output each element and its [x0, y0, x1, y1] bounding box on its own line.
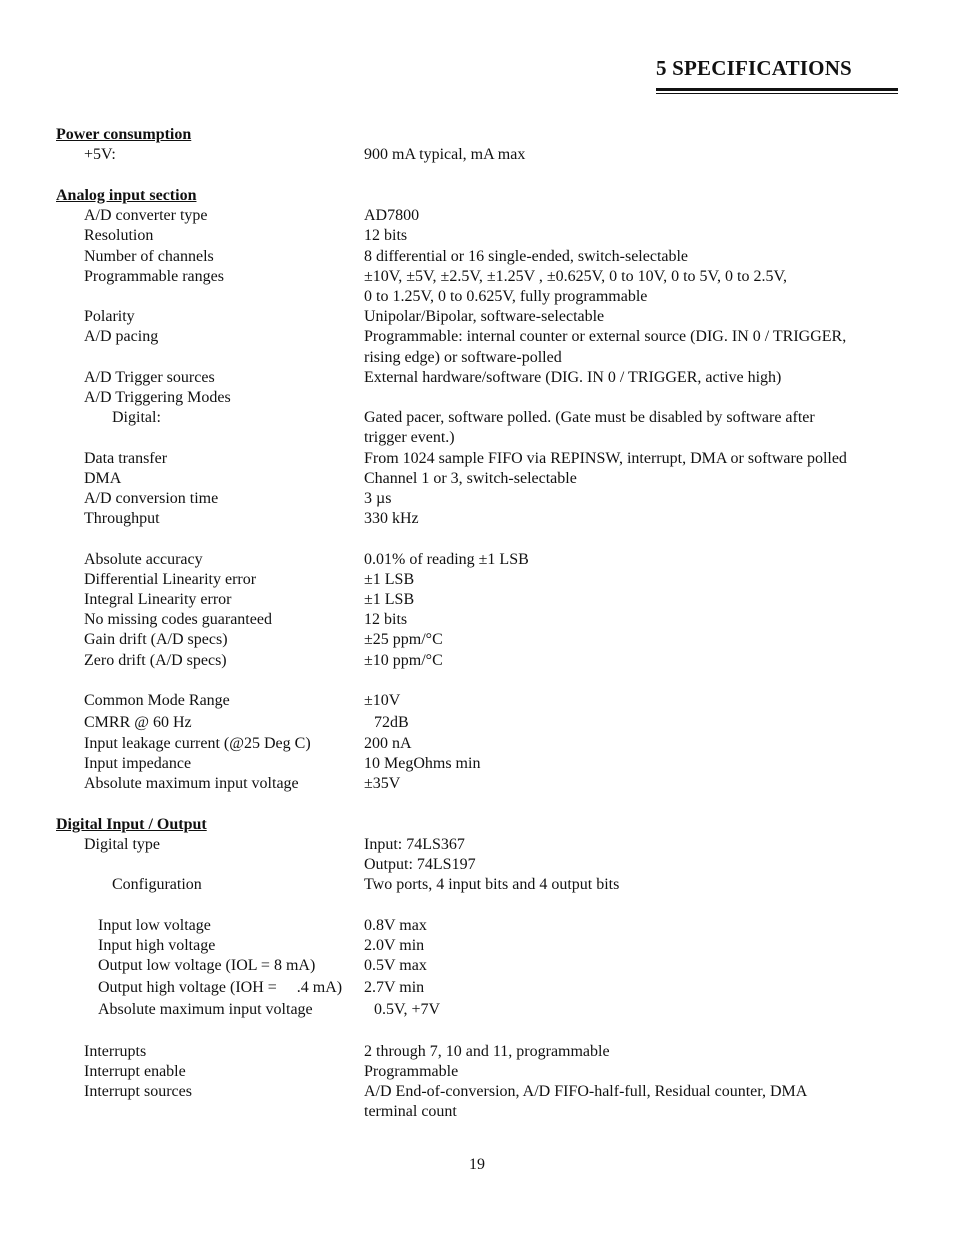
spec-value: 0.5V max — [364, 957, 427, 974]
spec-label: Resolution — [84, 227, 154, 244]
spec-value: Gated pacer, software polled. (Gate must be disabled by software after — [364, 409, 815, 426]
spec-value: 0.8V max — [364, 917, 427, 934]
spec-value: 0.5V, +7V — [374, 1001, 441, 1018]
title-rule-thick — [656, 88, 898, 91]
spec-value: A/D End-of-conversion, A/D FIFO-half-full, Residual counter, DMA — [364, 1083, 808, 1100]
spec-label: Absolute maximum input voltage — [98, 1001, 313, 1018]
digital-heading: Digital Input / Output — [56, 816, 207, 833]
spec-label: Programmable ranges — [84, 268, 224, 285]
spec-label: CMRR @ 60 Hz — [84, 714, 192, 731]
spec-value: ±1 LSB — [364, 591, 415, 608]
spec-label: No missing codes guaranteed — [84, 611, 272, 628]
spec-label: Gain drift (A/D specs) — [84, 631, 228, 648]
spec-label: A/D pacing — [84, 328, 159, 345]
spec-value: 12 bits — [364, 611, 408, 628]
spec-value: ±10V, ±5V, ±2.5V, ±1.25V , ±0.625V, 0 to 10V, 0 to 5V, 0 to 2.5V, — [364, 268, 787, 285]
spec-value-continued: 0 to 1.25V, 0 to 0.625V, fully programmable — [364, 288, 648, 305]
spec-value: 12 bits — [364, 227, 408, 244]
spec-value: 2.0V min — [364, 937, 425, 954]
spec-label: Digital type — [84, 836, 160, 853]
spec-label: A/D converter type — [84, 207, 208, 224]
spec-value-continued: rising edge) or software-polled — [364, 349, 562, 366]
spec-value: Two ports, 4 input bits and 4 output bits — [364, 876, 620, 893]
spec-value: 3 µs — [364, 490, 392, 507]
spec-value: 900 mA typical, mA max — [364, 146, 526, 163]
spec-label: Absolute accuracy — [84, 551, 203, 568]
spec-value: 2 through 7, 10 and 11, programmable — [364, 1043, 610, 1060]
spec-label: Differential Linearity error — [84, 571, 257, 588]
spec-value: 2.7V min — [364, 979, 425, 996]
spec-value: Unipolar/Bipolar, software-selectable — [364, 308, 605, 325]
spec-label: A/D Trigger sources — [84, 369, 215, 386]
spec-value: Programmable: internal counter or external source (DIG. IN 0 / TRIGGER, — [364, 328, 847, 345]
spec-label: Interrupt enable — [84, 1063, 186, 1080]
spec-label: Common Mode Range — [84, 692, 230, 709]
spec-label: Number of channels — [84, 248, 214, 265]
section-title: 5 SPECIFICATIONS — [656, 56, 852, 80]
spec-label: Integral Linearity error — [84, 591, 232, 608]
spec-label: Throughput — [84, 510, 160, 527]
spec-value: 330 kHz — [364, 510, 419, 527]
spec-value: ±10V — [364, 692, 401, 709]
spec-label: +5V: — [84, 146, 116, 163]
spec-label: Configuration — [112, 876, 202, 893]
title-rule-thin — [656, 93, 898, 94]
spec-value: Channel 1 or 3, switch-selectable — [364, 470, 577, 487]
spec-label: Digital: — [112, 409, 161, 426]
page-number: 19 — [469, 1156, 485, 1173]
analog-heading: Analog input section — [56, 187, 197, 204]
spec-value: ±35V — [364, 775, 401, 792]
spec-value: 72dB — [374, 714, 409, 731]
spec-value: From 1024 sample FIFO via REPINSW, interrupt, DMA or software polled — [364, 450, 847, 467]
spec-label: Interrupt sources — [84, 1083, 192, 1100]
spec-label: Input leakage current (@25 Deg C) — [84, 735, 311, 752]
spec-value: Input: 74LS367 — [364, 836, 465, 853]
spec-value: ±25 ppm/°C — [364, 631, 443, 648]
spec-label: A/D Triggering Modes — [84, 389, 231, 406]
spec-label: Output low voltage (IOL = 8 mA) — [98, 957, 316, 974]
spec-value: External hardware/software (DIG. IN 0 / TRIGGER, active high) — [364, 369, 782, 386]
spec-value: 8 differential or 16 single-ended, switch-selectable — [364, 248, 689, 265]
spec-value: AD7800 — [364, 207, 420, 224]
spec-label: A/D conversion time — [84, 490, 219, 507]
spec-value: ±10 ppm/°C — [364, 652, 443, 669]
spec-value: ±1 LSB — [364, 571, 415, 588]
spec-value-continued: terminal count — [364, 1103, 457, 1120]
spec-label: Data transfer — [84, 450, 168, 467]
spec-label: Output high voltage (IOH = .4 mA) — [98, 979, 343, 996]
spec-label: Input low voltage — [98, 917, 211, 934]
spec-value-continued: Output: 74LS197 — [364, 856, 476, 873]
spec-label: DMA — [84, 470, 122, 487]
spec-label: Interrupts — [84, 1043, 147, 1060]
spec-value-continued: trigger event.) — [364, 429, 455, 446]
spec-label: Zero drift (A/D specs) — [84, 652, 227, 669]
spec-value: 200 nA — [364, 735, 412, 752]
spec-label: Input high voltage — [98, 937, 216, 954]
spec-value: 0.01% of reading ±1 LSB — [364, 551, 529, 568]
spec-value: 10 MegOhms min — [364, 755, 481, 772]
spec-label: Absolute maximum input voltage — [84, 775, 299, 792]
spec-label: Polarity — [84, 308, 135, 325]
spec-value: Programmable — [364, 1063, 459, 1080]
spec-label: Input impedance — [84, 755, 192, 772]
power-heading: Power consumption — [56, 126, 192, 143]
